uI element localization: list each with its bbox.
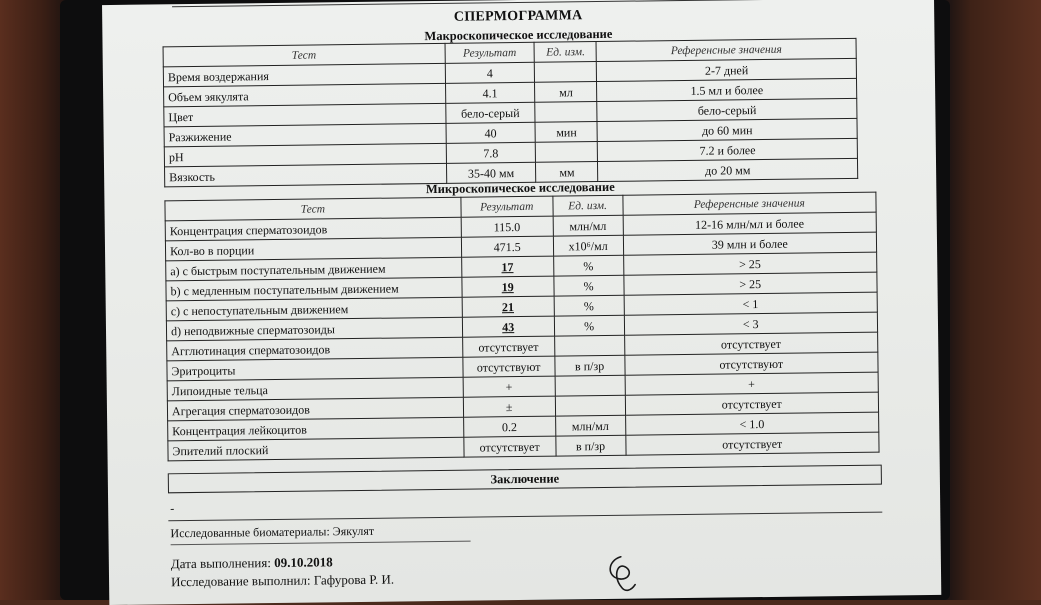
test-name: Агрегация сперматозоидов	[167, 397, 463, 421]
test-name: Объем эякулята	[164, 83, 446, 106]
unit-value	[535, 102, 597, 123]
unit-value: мл	[535, 82, 597, 103]
unit-value: мм	[536, 162, 598, 183]
unit-value: мин	[535, 122, 597, 143]
result-value: 4	[445, 62, 535, 83]
test-name: Вязкость	[165, 163, 447, 186]
result-value: 4.1	[445, 82, 535, 103]
reference-value: < 1.0	[625, 412, 879, 435]
reference-value: > 25	[623, 272, 877, 295]
col-test: Тест	[163, 43, 445, 66]
micro-body	[165, 212, 879, 461]
reference-value: отсутствует	[625, 392, 879, 415]
unit-value: %	[554, 315, 624, 336]
date-value: 09.10.2018	[274, 554, 333, 571]
unit-value: %	[553, 255, 623, 276]
reference-value: +	[625, 372, 879, 395]
result-value: отсутствует	[462, 336, 554, 357]
col-reference: Референсные значения	[596, 38, 856, 61]
test-name: Цвет	[164, 103, 446, 126]
reference-value: 12-16 млн/мл и более	[623, 212, 877, 235]
unit-value	[535, 62, 597, 83]
reference-value: 1.5 мл и более	[597, 78, 857, 101]
result-value: 21	[462, 296, 554, 317]
report-title: СПЕРМОГРАММА	[453, 8, 583, 25]
biomaterials-underline	[171, 541, 471, 546]
reference-value: отсутствует	[625, 432, 879, 455]
test-name: Кол-во в порции	[165, 237, 461, 261]
unit-value: млн/мл	[555, 415, 625, 436]
reference-value: до 60 мин	[597, 118, 857, 141]
unit-value	[536, 142, 598, 163]
unit-value: в п/зр	[554, 355, 624, 376]
test-name: Концентрация сперматозоидов	[165, 217, 461, 241]
test-name: Эритроциты	[167, 357, 463, 381]
reference-value: 7.2 и более	[598, 138, 858, 161]
result-value: 0.2	[463, 416, 555, 437]
reference-value: до 20 мм	[598, 158, 858, 181]
test-name: Концентрация лейкоцитов	[168, 417, 464, 441]
test-name: Разжижение	[164, 123, 446, 146]
col-unit: Ед. изм.	[534, 42, 596, 63]
reference-value: бело-серый	[597, 98, 857, 121]
signature	[599, 546, 650, 597]
unit-value	[555, 375, 625, 396]
reference-value: < 3	[624, 312, 878, 335]
reference-value: отсутствует	[624, 332, 878, 355]
unit-value: млн/мл	[553, 215, 623, 236]
conclusion-text: -	[170, 501, 175, 516]
result-value: 35-40 мм	[446, 162, 536, 183]
result-value: отсутствует	[464, 436, 556, 457]
col-reference: Референсные значения	[622, 192, 876, 215]
test-name: Эпителий плоский	[168, 437, 464, 461]
reference-value: 2-7 дней	[597, 58, 857, 81]
result-value: 471.5	[461, 236, 553, 257]
biomaterials: Исследованные биоматериалы: Эякулят	[170, 523, 375, 541]
unit-value: x10⁶/мл	[553, 235, 623, 256]
test-name: c) с непоступательным движением	[166, 297, 462, 321]
col-unit: Ед. изм.	[553, 195, 623, 216]
result-value: 40	[446, 122, 536, 143]
unit-value	[554, 335, 624, 356]
micro-section-title: Микроскопическое исследование	[425, 179, 615, 197]
macro-table	[163, 38, 859, 187]
conclusion-header: Заключение	[168, 465, 882, 494]
report-page	[102, 0, 941, 605]
col-result: Результат	[445, 42, 535, 63]
macro-body	[163, 58, 857, 186]
unit-value	[555, 395, 625, 416]
result-value: 43	[462, 316, 554, 337]
result-value: бело-серый	[445, 102, 535, 123]
performer: Исследование выполнил: Гафурова Р. И.	[170, 571, 395, 590]
test-name: Липоидные тельца	[167, 377, 463, 401]
reference-value: < 1	[624, 292, 878, 315]
reference-value: отсутствуют	[624, 352, 878, 375]
reference-value: 39 млн и более	[623, 232, 877, 255]
test-name: Время воздержания	[163, 63, 445, 86]
result-value: отсутствуют	[463, 356, 555, 377]
col-result: Результат	[461, 196, 553, 217]
result-value: 7.8	[446, 142, 536, 163]
result-value: 115.0	[461, 216, 553, 237]
test-name: pH	[164, 143, 446, 166]
desk-right	[941, 0, 1041, 600]
unit-value: в п/зр	[555, 435, 625, 456]
unit-value: %	[554, 275, 624, 296]
date-label: Дата выполнения:	[170, 555, 271, 572]
result-value: ±	[463, 396, 555, 417]
result-value: 17	[461, 256, 553, 277]
conclusion-rule	[168, 512, 882, 522]
macro-section-title: Макроскопическое исследование	[424, 26, 613, 44]
execution-date	[171, 554, 333, 572]
micro-table	[164, 192, 879, 462]
test-name: Агглютинация сперматозоидов	[167, 337, 463, 361]
result-value: 19	[462, 276, 554, 297]
col-test: Тест	[165, 197, 461, 221]
test-name: a) с быстрым поступательным движением	[166, 257, 462, 281]
result-value: +	[463, 376, 555, 397]
test-name: d) неподвижные сперматозоиды	[166, 317, 462, 341]
reference-value: > 25	[623, 252, 877, 275]
test-name: b) с медленным поступательным движением	[166, 277, 462, 301]
unit-value: %	[554, 295, 624, 316]
